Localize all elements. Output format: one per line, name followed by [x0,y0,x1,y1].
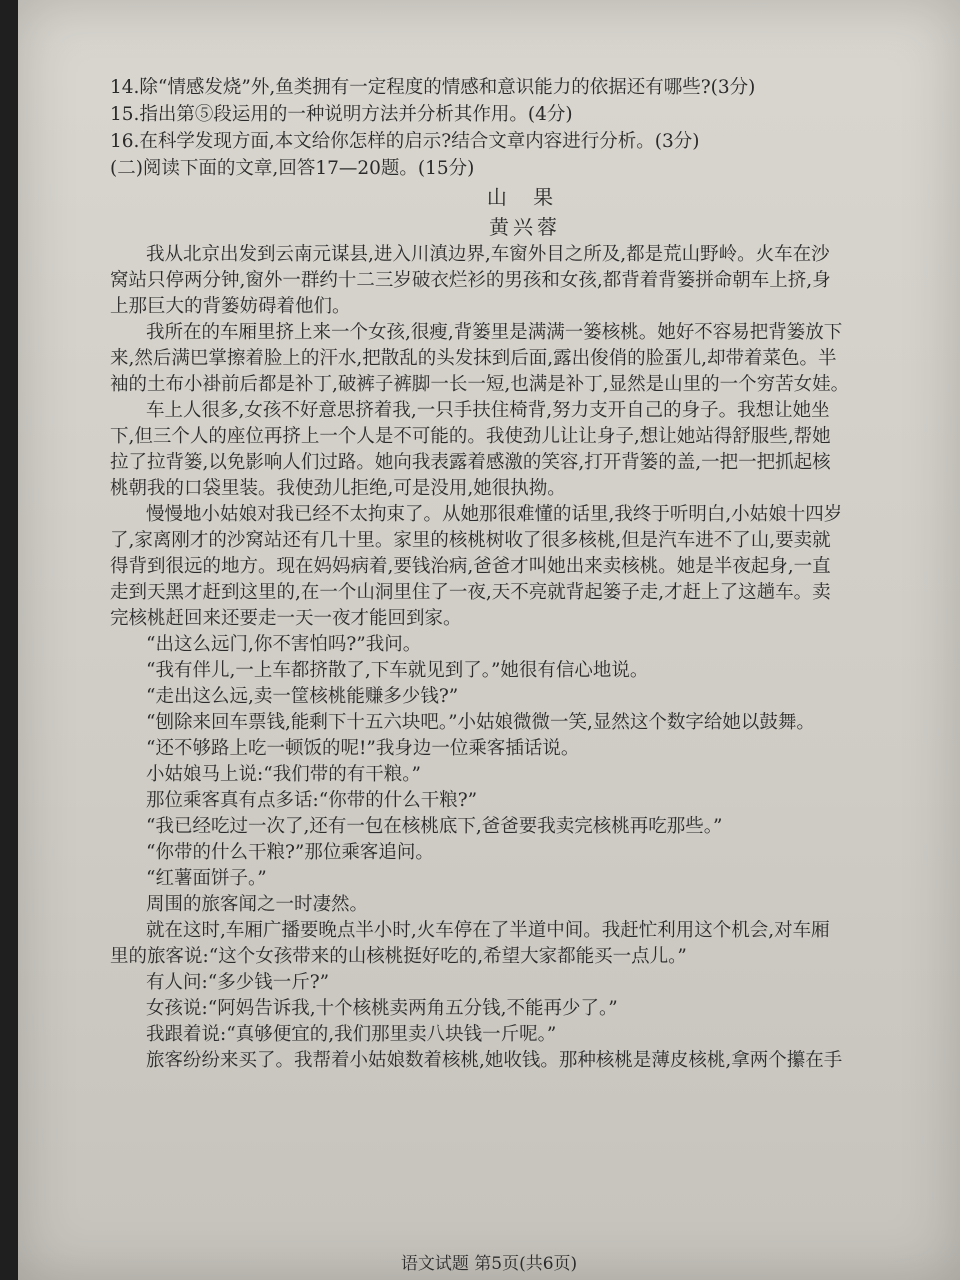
exam-sheet [18,0,960,1280]
article-line: 车上人很多,女孩不好意思挤着我,一只手扶住椅背,努力支开自己的身子。我想让她坐 [146,400,830,421]
article-body [110,242,940,1074]
article-line: 完核桃赶回来还要走一天一夜才能回到家。 [110,608,462,629]
article-line: 了,家离刚才的沙窝站还有几十里。家里的核桃树收了很多核桃,但是汽车进不了山,要卖就 [110,530,831,551]
article-line: 拉了拉背篓,以免影响人们过路。她向我表露着感激的笑容,打开背篓的盖,一把一把抓起核 [110,452,831,473]
article-line: 上那巨大的背篓妨碍着他们。 [110,296,351,317]
article-line: 得背到很远的地方。现在妈妈病着,要钱治病,爸爸才叫她出来卖核桃。她是半夜起身,一直 [110,556,831,577]
article-line: “红薯面饼子。” [146,868,267,889]
article-line: 就在这时,车厢广播要晚点半小时,火车停在了半道中间。我赶忙利用这个机会,对车厢 [146,920,830,941]
article-line: 袖的土布小褂前后都是补丁,破裤子裤脚一长一短,也满是补丁,显然是山里的一个穷苦女娃。 [110,374,850,395]
article-line: 窝站只停两分钟,窗外一群约十二三岁破衣烂衫的男孩和女孩,都背着背篓拼命朝车上挤,身 [110,270,831,291]
page-footer: 语文试题 第5页(共6页) [400,1254,578,1274]
article-line: 周围的旅客闻之一时凄然。 [146,894,369,915]
article-line: 我跟着说:“真够便宜的,我们那里卖八块钱一斤呢。” [146,1024,557,1045]
article-line: “我有伴儿,一上车都挤散了,下车就见到了。”她很有信心地说。 [146,660,649,681]
question-15: 15.指出第⑤段运用的一种说明方法并分析其作用。(4分) [110,104,573,125]
question-16: 16.在科学发现方面,本文给你怎样的启示?结合文章内容进行分析。(3分) [110,131,700,152]
article-line: 来,然后满巴掌擦着脸上的汗水,把散乱的头发抹到后面,露出俊俏的脸蛋儿,却带着菜色。半 [110,348,837,369]
article-line: 我所在的车厢里挤上来一个女孩,很瘦,背篓里是满满一篓核桃。她好不容易把背篓放下 [146,322,843,343]
question-list [110,74,940,182]
article-line: 小姑娘马上说:“我们带的有干粮。” [146,764,421,785]
section-instruction: (二)阅读下面的文章,回答17—20题。(15分) [110,158,475,179]
article-author: 黄兴蓉 [489,215,561,239]
article-line: “刨除来回车票钱,能剩下十五六块吧。”小姑娘微微一笑,显然这个数字给她以鼓舞。 [146,712,815,733]
article-line: 走到天黑才赶到这里的,在一个山洞里住了一夜,天不亮就背起篓子走,才赶上了这趟车。卖 [110,582,831,603]
article-line: 那位乘客真有点多话:“你带的什么干粮?” [146,790,478,811]
page-content [110,74,940,1074]
article-line: “还不够路上吃一顿饭的呢!”我身边一位乘客插话说。 [146,738,580,759]
article-line: 桃朝我的口袋里装。我使劲儿拒绝,可是没用,她很执拗。 [110,478,566,499]
article-line: 旅客纷纷来买了。我帮着小姑娘数着核桃,她收钱。那种核桃是薄皮核桃,拿两个攥在手 [146,1050,843,1071]
article-line: 女孩说:“阿妈告诉我,十个核桃卖两角五分钱,不能再少了。” [146,998,618,1019]
article-line: 里的旅客说:“这个女孩带来的山核桃挺好吃的,希望大家都能买一点儿。” [110,946,687,967]
article-line: 我从北京出发到云南元谋县,进入川滇边界,车窗外目之所及,都是荒山野岭。火车在沙 [146,244,830,265]
question-14: 14.除“情感发烧”外,鱼类拥有一定程度的情感和意识能力的依据还有哪些?(3分) [110,77,756,98]
article-line: 下,但三个人的座位再挤上一个人是不可能的。我使劲儿让让身子,想让她站得舒服些,帮她 [110,426,831,447]
article-title: 山 果 [486,185,564,209]
article-line: “出这么远门,你不害怕吗?”我问。 [146,634,422,655]
article-line: “你带的什么干粮?”那位乘客追问。 [146,842,434,863]
article-line: 有人问:“多少钱一斤?” [146,972,330,993]
article-line: “走出这么远,卖一筐核桃能赚多少钱?” [146,686,459,707]
article-line: 慢慢地小姑娘对我已经不太拘束了。从她那很难懂的话里,我终于听明白,小姑娘十四岁 [146,504,843,525]
article-line: “我已经吃过一次了,还有一包在核桃底下,爸爸要我卖完核桃再吃那些。” [146,816,723,837]
